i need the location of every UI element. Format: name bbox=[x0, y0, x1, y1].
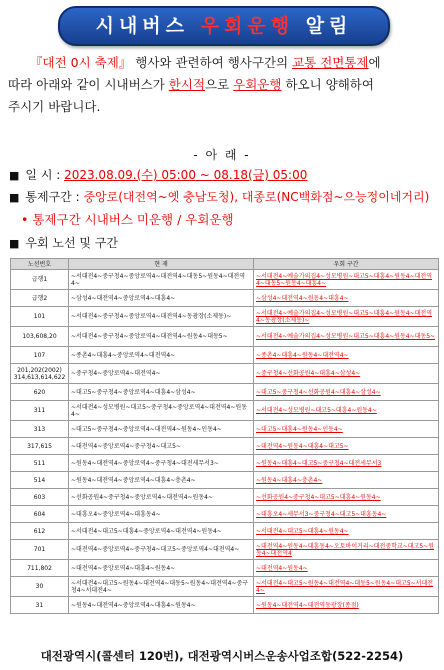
table-row bbox=[11, 577, 439, 597]
festival-name: 『대전 0시 축제』 bbox=[30, 55, 132, 70]
current-route-cell: ~종촌4~대흥4~중앙로역4~대전역4~ bbox=[69, 347, 254, 364]
route-number-cell: 급행1 bbox=[11, 270, 69, 290]
current-route-cell: ~선화공원4~중구청4~중앙로역4~대전역4~원동4~ bbox=[69, 489, 254, 506]
table-row bbox=[11, 401, 439, 421]
title-part-2: 우회운행 bbox=[200, 15, 295, 37]
square-bullet-icon: ■ bbox=[9, 169, 20, 182]
intro-text: 행사와 관련하여 행사구간의 bbox=[131, 55, 293, 70]
detour-route-cell bbox=[254, 472, 439, 489]
period-value: 2023.08.09.(수) 05:00 ~ 08.18(금) 05:00 bbox=[64, 168, 308, 182]
current-route-cell: ~서대전4~대고5~대흥4~중앙로역4~대전역4~원동4~ bbox=[69, 523, 254, 540]
detour-route-cell bbox=[254, 384, 439, 401]
detour-route-text: ~대흥오4~세무서3~중구청4~대고5~대흥동4~ bbox=[256, 510, 387, 518]
route-number-cell: 31 bbox=[11, 597, 69, 614]
route-number-cell: 603 bbox=[11, 489, 69, 506]
period-row bbox=[9, 166, 307, 183]
current-route-cell: ~원동4~대전역4~중앙로역4~중구청4~대전세무서3~ bbox=[69, 455, 254, 472]
title-part-3: 알림 bbox=[305, 15, 353, 37]
table-row bbox=[11, 438, 439, 455]
table-row bbox=[11, 489, 439, 506]
detour-route-cell bbox=[254, 327, 439, 347]
table-row bbox=[11, 421, 439, 438]
table-row bbox=[11, 364, 439, 384]
current-route-cell: ~서대전4~대고5~원동4~대전역4~대동5~원동4~대전역4~중구청4~서대전4~ bbox=[69, 577, 254, 597]
title-part-1: 시내버스 bbox=[95, 15, 190, 37]
detour-route-text: ~대고5~대흥4~원동4~인동4~ bbox=[256, 425, 343, 433]
detour-route-cell bbox=[254, 489, 439, 506]
detour-route-cell bbox=[254, 347, 439, 364]
routes-label: 우회 노선 및 구간 bbox=[25, 236, 118, 250]
table-row bbox=[11, 560, 439, 577]
intro-text: 으로 bbox=[205, 77, 234, 92]
detour-route-text: ~원동4~대흥4~대고5~중구청4~대전세무서3 bbox=[256, 459, 382, 467]
section-heading: - 아 래 - bbox=[193, 148, 251, 162]
detour-routes-table bbox=[10, 258, 439, 614]
section-value: 중앙로(대전역~옛 충남도청), 대종로(NC백화점~으능정이네거리) bbox=[83, 190, 430, 204]
detour-route-text: ~서대전4~대고5~원동4~대전역4~대동5~원동4~대고5~서대전4~ bbox=[256, 579, 434, 594]
detour-route-text: ~선화공원4~중구청4~대고5~대흥4~원동4~ bbox=[256, 493, 381, 501]
contact-footer: 대전광역시(콜센터 120번), 대전광역시버스운송사업조합(522-2254) bbox=[40, 649, 404, 663]
current-route-cell: ~중구청4~중앙로역4~대전역4~ bbox=[69, 364, 254, 384]
detour-route-text: ~서대전4~예술가의집4~성모병원~대고5~대흥4~원동4~대전역4~대동5~원동4~대흥4~ bbox=[256, 272, 432, 287]
route-number-cell: 107 bbox=[11, 347, 69, 364]
header-current: 현 재 bbox=[69, 259, 254, 270]
current-route-cell: ~대고5~중구청4~중앙로역4~대흥4~삼성4~ bbox=[69, 384, 254, 401]
table-row bbox=[11, 384, 439, 401]
current-route-cell: ~대전역4~중앙로역4~대흥4~원동4~ bbox=[69, 560, 254, 577]
detour-route-text: ~대전역4~원동4~ bbox=[256, 564, 308, 572]
route-number-cell: 604 bbox=[11, 506, 69, 523]
current-route-cell: ~삼성4~대전역4~중앙로역4~대흥4~ bbox=[69, 290, 254, 307]
detour-route-cell bbox=[254, 597, 439, 614]
table-row bbox=[11, 506, 439, 523]
detour-route-text: ~원동4~대전역4~대전역동광장(종점) bbox=[256, 601, 359, 609]
table-row bbox=[11, 455, 439, 472]
detour-route-cell bbox=[254, 270, 439, 290]
route-number-cell: 30 bbox=[11, 577, 69, 597]
table-row bbox=[11, 540, 439, 560]
detour-route-cell bbox=[254, 307, 439, 327]
table-row bbox=[11, 523, 439, 540]
detour-route-text: ~서대전4~예술가의집4~성모병원~대고5~대흥4~원동4~대전역4~동광장(소제동)~ bbox=[256, 309, 432, 324]
route-number-cell: 511 bbox=[11, 455, 69, 472]
table-row bbox=[11, 327, 439, 347]
route-number-cell: 급행2 bbox=[11, 290, 69, 307]
notice-title-banner bbox=[58, 6, 390, 46]
detour-route-text: ~삼성4~대전역4~원동4~대흥4~ bbox=[256, 294, 349, 302]
current-route-cell: ~서대전4~중구청4~중앙로역4~대전역4~원동4~대동5~ bbox=[69, 327, 254, 347]
intro-paragraph bbox=[0, 52, 444, 118]
route-number-cell: 201,202(2002) 314,613,614,622 bbox=[11, 364, 69, 384]
intro-text: 에 bbox=[368, 55, 381, 70]
detour-route-text: ~서대전4~대고5~대흥4~원동4~ bbox=[256, 527, 349, 535]
header-detour: 우회 구간 bbox=[254, 259, 439, 270]
current-route-cell: ~대흥오4~중앙로역4~대흥동4~ bbox=[69, 506, 254, 523]
square-bullet-icon: ■ bbox=[9, 237, 20, 250]
route-number-cell: 612 bbox=[11, 523, 69, 540]
route-number-cell: 711,802 bbox=[11, 560, 69, 577]
header-route-number: 노선번호 bbox=[11, 259, 69, 270]
detour-route-cell bbox=[254, 540, 439, 560]
section-row bbox=[9, 188, 429, 205]
detour-route-cell bbox=[254, 290, 439, 307]
detour-route-cell bbox=[254, 364, 439, 384]
detour-route-cell bbox=[254, 523, 439, 540]
detour-route-text: ~원동4~대흥4~충촌4~ bbox=[256, 476, 323, 484]
current-route-cell: ~대전역4~중앙로역4~중구청4~대고5~ bbox=[69, 438, 254, 455]
routes-label-row bbox=[9, 234, 118, 251]
detour-route-cell bbox=[254, 577, 439, 597]
detour-route-cell bbox=[254, 438, 439, 455]
route-number-cell: 620 bbox=[11, 384, 69, 401]
current-route-cell: ~원동4~대전역4~중앙로역4~대흥4~원동4~ bbox=[69, 597, 254, 614]
detour-route-cell bbox=[254, 560, 439, 577]
detour-route-text: ~서대전4~예술가의집4~성모병원~대고5~대흥4~원동4~대동5~ bbox=[256, 333, 436, 340]
square-bullet-icon: ■ bbox=[9, 191, 20, 204]
no-service-notice: • 통제구간 시내버스 미운행 / 우회운행 bbox=[21, 212, 234, 227]
current-route-cell: ~대전역4~중앙로역4~중구청4~대고5~중앙로역4~대전역4~ bbox=[69, 540, 254, 560]
current-route-cell: ~서대전4~성모병원~대고5~중구청4~중앙로역4~대전역4~원동4~ bbox=[69, 401, 254, 421]
detour-route-text: ~중구청4~선화공원4~대흥4~삼성4~ bbox=[256, 370, 361, 377]
traffic-control-text: 교통 전면통제 bbox=[292, 55, 369, 70]
current-route-cell: ~대고5~중구청4~중앙로역4~대전역4~원동4~인동4~ bbox=[69, 421, 254, 438]
current-route-cell: ~서대전4~중구청4~중앙로역4~대전역4~동광장(소제동)~ bbox=[69, 307, 254, 327]
route-number-cell: 313 bbox=[11, 421, 69, 438]
detour-route-cell bbox=[254, 506, 439, 523]
route-number-cell: 311 bbox=[11, 401, 69, 421]
table-row bbox=[11, 347, 439, 364]
detour-route-text: ~대전역4~원동4~대흥4~대고5~ bbox=[256, 442, 349, 450]
table-header-row bbox=[11, 259, 439, 270]
table-row bbox=[11, 270, 439, 290]
detour-route-text: ~대고5~중구청4~선화공원4~대흥4~삼성4~ bbox=[256, 388, 381, 396]
route-number-cell: 701 bbox=[11, 540, 69, 560]
detour-route-text: ~서대전4~성모병원~대고5~대흥4~원동4~ bbox=[256, 407, 377, 414]
detour-text: 우회운행 bbox=[233, 77, 282, 92]
intro-text: 하오니 양해하여 bbox=[281, 77, 374, 92]
current-route-cell: ~원동4~대전역4~중앙로역4~대흥4~충촌4~ bbox=[69, 472, 254, 489]
section-label: 통제구간 : bbox=[25, 190, 84, 204]
route-number-cell: 317,615 bbox=[11, 438, 69, 455]
table-row bbox=[11, 307, 439, 327]
period-label: 일 시 : bbox=[25, 168, 65, 182]
intro-text: 따라 아래와 같이 시내버스가 bbox=[8, 77, 169, 92]
detour-route-cell bbox=[254, 455, 439, 472]
detour-route-text: ~대전역4~원동4~대흥동4~오토바이거리~대전중학교~대고5~원동4~대전역4 bbox=[256, 542, 434, 557]
route-number-cell: 101 bbox=[11, 307, 69, 327]
table-row bbox=[11, 597, 439, 614]
intro-text: 주시기 바랍니다. bbox=[8, 99, 101, 114]
detour-route-text: ~종촌4~대흥4~원동4~대전역4~ bbox=[256, 351, 349, 359]
route-number-cell: 514 bbox=[11, 472, 69, 489]
route-number-cell: 103,608,20 bbox=[11, 327, 69, 347]
table-row bbox=[11, 472, 439, 489]
table-row bbox=[11, 290, 439, 307]
detour-route-cell bbox=[254, 401, 439, 421]
detour-route-cell bbox=[254, 421, 439, 438]
temporary-text: 한시적 bbox=[168, 77, 206, 92]
current-route-cell: ~서대전4~중구청4~중앙로역4~대전역4~대동5~원동4~대전역4~ bbox=[69, 270, 254, 290]
